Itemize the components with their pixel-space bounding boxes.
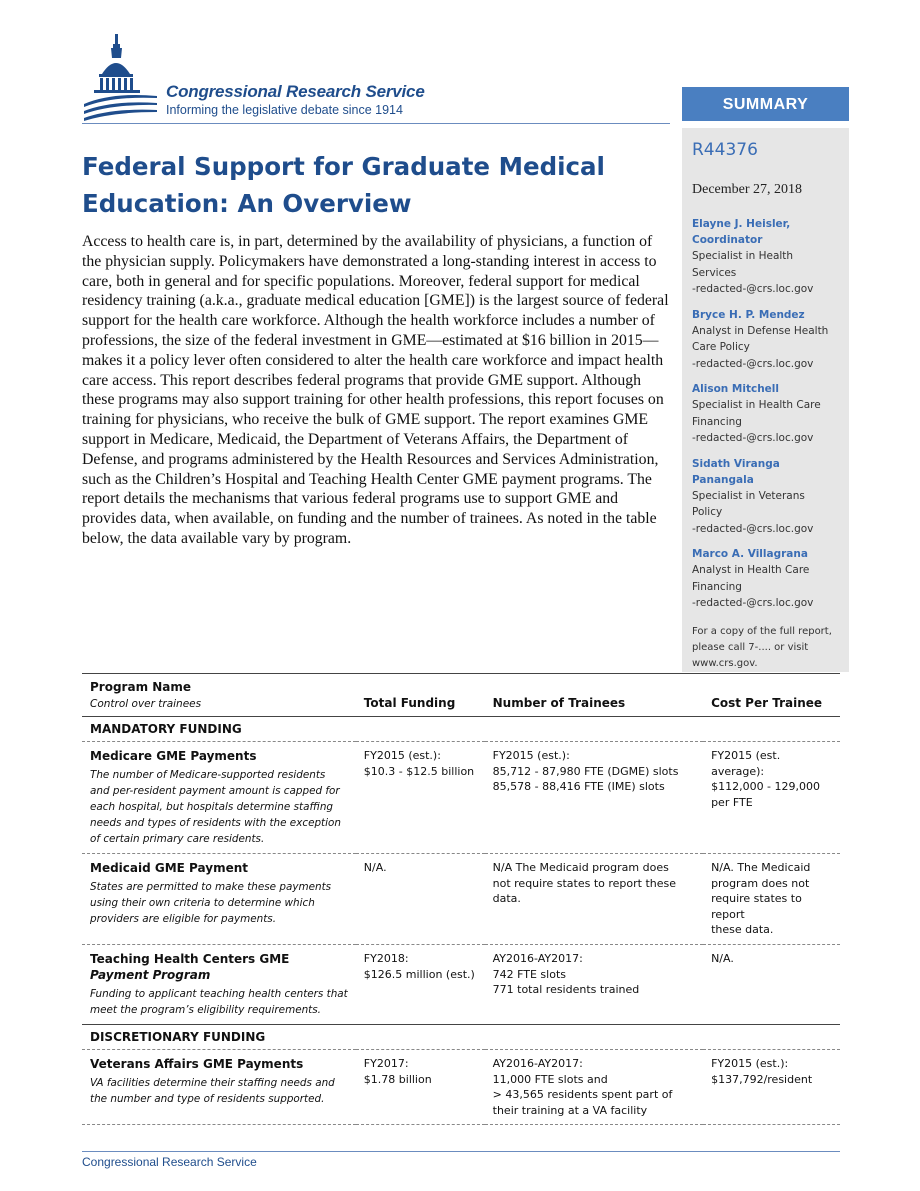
program-name: Medicare GME Payments bbox=[90, 749, 257, 763]
cost-cell bbox=[703, 854, 840, 945]
section-row-mandatory bbox=[82, 717, 840, 742]
table-header-row bbox=[82, 674, 840, 717]
table-row bbox=[82, 944, 840, 1024]
cost-cell bbox=[703, 944, 840, 1024]
trainees-line: 771 total residents trained bbox=[492, 983, 640, 997]
author-role: Specialist in Health bbox=[692, 250, 794, 262]
cost-line: N/A. The Medicaid bbox=[711, 861, 811, 874]
author-name: Elayne J. Heisler, bbox=[692, 218, 791, 230]
author-email[interactable]: -redacted-@crs.loc.gov bbox=[692, 597, 814, 609]
program-desc: Funding to applicant teaching health centers that meet the program’s eligibility requirements. bbox=[90, 987, 348, 1016]
program-name-line: Payment Program bbox=[90, 967, 211, 982]
funding-line: $126.5 million (est.) bbox=[363, 967, 475, 981]
funding-cell bbox=[356, 944, 485, 1024]
author-name: Marco A. Villagrana bbox=[692, 548, 808, 560]
author-role: Specialist in Health Care bbox=[692, 399, 821, 411]
trainees-line: > 43,565 residents spent part of bbox=[492, 1088, 673, 1102]
funding-cell bbox=[356, 1049, 485, 1124]
trainees-line: 85,712 - 87,980 FTE (DGME) slots bbox=[492, 764, 679, 778]
trainees-line: their training at a VA facility bbox=[492, 1103, 648, 1117]
section-label: DISCRETIONARY FUNDING bbox=[82, 1024, 840, 1049]
author-entry bbox=[692, 381, 844, 447]
author-name: Bryce H. P. Mendez bbox=[692, 308, 805, 321]
author-role: Analyst in Defense Health bbox=[692, 324, 829, 337]
copy-note-line: please call 7-.... or visit bbox=[692, 641, 809, 653]
cost-cell bbox=[703, 742, 840, 854]
author-email[interactable]: -redacted-@crs.loc.gov bbox=[692, 522, 814, 535]
col-total-funding: Total Funding bbox=[356, 674, 485, 717]
col-program-name bbox=[82, 674, 356, 717]
col-trainees: Number of Trainees bbox=[485, 674, 703, 717]
trainees-line: FY2015 (est.): bbox=[492, 749, 570, 762]
cost-line: per FTE bbox=[711, 795, 753, 809]
section-label: MANDATORY FUNDING bbox=[82, 717, 840, 742]
col-cost: Cost Per Trainee bbox=[703, 674, 840, 717]
footer-rule bbox=[82, 1151, 840, 1152]
author-role: Policy bbox=[692, 506, 723, 518]
trainees-line: AY2016-AY2017: bbox=[492, 951, 583, 965]
trainees-cell bbox=[485, 742, 703, 854]
report-id: R44376 bbox=[692, 140, 758, 160]
trainees-line: 85,578 - 88,416 FTE (IME) slots bbox=[492, 780, 665, 794]
author-email[interactable]: -redacted-@crs.loc.gov bbox=[692, 283, 814, 295]
summary-paragraph: Access to health care is, in part, determined by the availability of physicians, a function of the physician supply. Policymakers have demonstrated a long-standing interest in access to care, both in general and for specific populations. Moreover, federal support for medical residency training (a.k.a., graduate medical education [GME]) is the largest source of federal support for the health care workforce. Although the health workforce includes a number of professions, the size of the federal investment in GME—estimated at $16 billion in 2015—makes it a policy lever often considered to alter the health care workforce and impact health care access. This report describes federal programs that provide GME support. Although these programs may also support training for other health professions, this report focuses on training for physicians, who receive the bulk of GME support. The report examines GME support in Medicare, Medicaid, the Department of Veterans Affairs, the Department of Defense, and programs administered by the Health Resources and Services Administration, such as the Children’s Hospital and Teaching Health Center GME payment programs. The report details the mechanisms that various federal programs use to support GME and provides data, when available, on funding and the number of trainees. As noted in the table below, the data available vary by program. bbox=[82, 233, 669, 547]
cost-line: FY2015 (est.): bbox=[711, 1056, 789, 1070]
author-email[interactable]: -redacted-@crs.loc.gov bbox=[692, 432, 814, 444]
program-cell bbox=[82, 944, 356, 1024]
trainees-line: data. bbox=[492, 892, 521, 906]
cost-line: require states to report bbox=[711, 892, 802, 921]
trainees-cell bbox=[485, 854, 703, 945]
title-line: Education: An Overview bbox=[82, 189, 412, 218]
funding-line: FY2015 (est.): bbox=[363, 749, 441, 762]
cost-line: $137,792/resident bbox=[711, 1072, 813, 1086]
title-line: Federal Support for Graduate Medical bbox=[82, 152, 605, 181]
trainees-line: N/A The Medicaid program does bbox=[492, 861, 669, 874]
org-name: Congressional Research Service bbox=[166, 82, 425, 101]
author-email[interactable]: -redacted-@crs.loc.gov bbox=[692, 357, 814, 370]
crs-logo bbox=[82, 30, 482, 122]
trainees-line: 742 FTE slots bbox=[492, 967, 566, 981]
author-name: Alison Mitchell bbox=[692, 383, 780, 395]
col-program-sub-label: Control over trainees bbox=[90, 698, 202, 710]
trainees-cell bbox=[485, 944, 703, 1024]
funding-line: FY2018: bbox=[363, 951, 409, 965]
table-row bbox=[82, 854, 840, 945]
author-list bbox=[692, 216, 844, 672]
trainees-cell bbox=[485, 1049, 703, 1124]
table-row bbox=[82, 742, 840, 854]
author-role: Financing bbox=[692, 415, 742, 428]
author-entry bbox=[692, 546, 844, 612]
section-row-discretionary bbox=[82, 1024, 840, 1049]
author-name: Sidath Viranga Panangala bbox=[692, 457, 780, 486]
capitol-dome-icon bbox=[82, 30, 162, 122]
author-role: Care Policy bbox=[692, 341, 750, 353]
cost-line: program does not bbox=[711, 876, 810, 890]
program-name: Medicaid GME Payment bbox=[90, 861, 248, 875]
copy-note-line: For a copy of the full report, bbox=[692, 625, 832, 637]
summary-banner: SUMMARY bbox=[682, 87, 849, 121]
org-tagline: Informing the legislative debate since 1914 bbox=[166, 103, 403, 117]
copy-note bbox=[692, 624, 844, 672]
author-role: Specialist in Veterans bbox=[692, 489, 805, 502]
trainees-line: AY2016-AY2017: bbox=[492, 1056, 583, 1070]
program-desc: VA facilities determine their staffing needs and the number and type of residents supported. bbox=[90, 1076, 335, 1105]
report-title bbox=[82, 148, 662, 222]
author-role: Services bbox=[692, 266, 737, 279]
trainees-line: not require states to report these bbox=[492, 876, 677, 890]
author-entry bbox=[692, 456, 844, 538]
author-entry bbox=[692, 307, 844, 373]
funding-line: $1.78 billion bbox=[363, 1072, 432, 1086]
author-role: Financing bbox=[692, 580, 742, 593]
col-program-name-label: Program Name bbox=[90, 680, 192, 694]
author-entry bbox=[692, 216, 844, 298]
program-name: Veterans Affairs GME Payments bbox=[90, 1056, 304, 1071]
report-sidebar bbox=[682, 128, 849, 672]
funding-line: FY2017: bbox=[363, 1056, 409, 1070]
program-name bbox=[90, 951, 348, 983]
cost-line: FY2015 (est. average): bbox=[711, 749, 781, 778]
cost-cell bbox=[703, 1049, 840, 1124]
author-name: Coordinator bbox=[692, 234, 763, 246]
program-cell bbox=[82, 1049, 356, 1124]
footer-text: Congressional Research Service bbox=[82, 1155, 257, 1169]
funding-line: N/A. bbox=[363, 861, 387, 874]
cost-line: $112,000 - 129,000 bbox=[711, 780, 821, 794]
header-rule bbox=[82, 123, 670, 124]
table-row bbox=[82, 1049, 840, 1124]
author-role: Analyst in Health Care bbox=[692, 564, 810, 576]
program-cell bbox=[82, 742, 356, 854]
funding-cell bbox=[356, 742, 485, 854]
gme-programs-table bbox=[82, 673, 840, 1125]
funding-line: $10.3 - $12.5 billion bbox=[363, 764, 475, 778]
cost-line: N/A. bbox=[711, 951, 734, 965]
funding-cell bbox=[356, 854, 485, 945]
program-desc: States are permitted to make these payments using their own criteria to determine which providers are eligible for payments. bbox=[90, 881, 332, 925]
cost-line: these data. bbox=[711, 923, 774, 937]
program-cell bbox=[82, 854, 356, 945]
report-date: December 27, 2018 bbox=[692, 182, 803, 197]
trainees-line: 11,000 FTE slots and bbox=[492, 1072, 608, 1086]
copy-note-link[interactable]: www.crs.gov. bbox=[692, 657, 758, 669]
program-name-line: Teaching Health Centers GME bbox=[90, 951, 290, 966]
program-desc: The number of Medicare-supported residents and per-resident payment amount is capped for each hospital, but hospitals determine staffing needs and types of residents with the exception of certain primary care residents. bbox=[90, 769, 341, 845]
